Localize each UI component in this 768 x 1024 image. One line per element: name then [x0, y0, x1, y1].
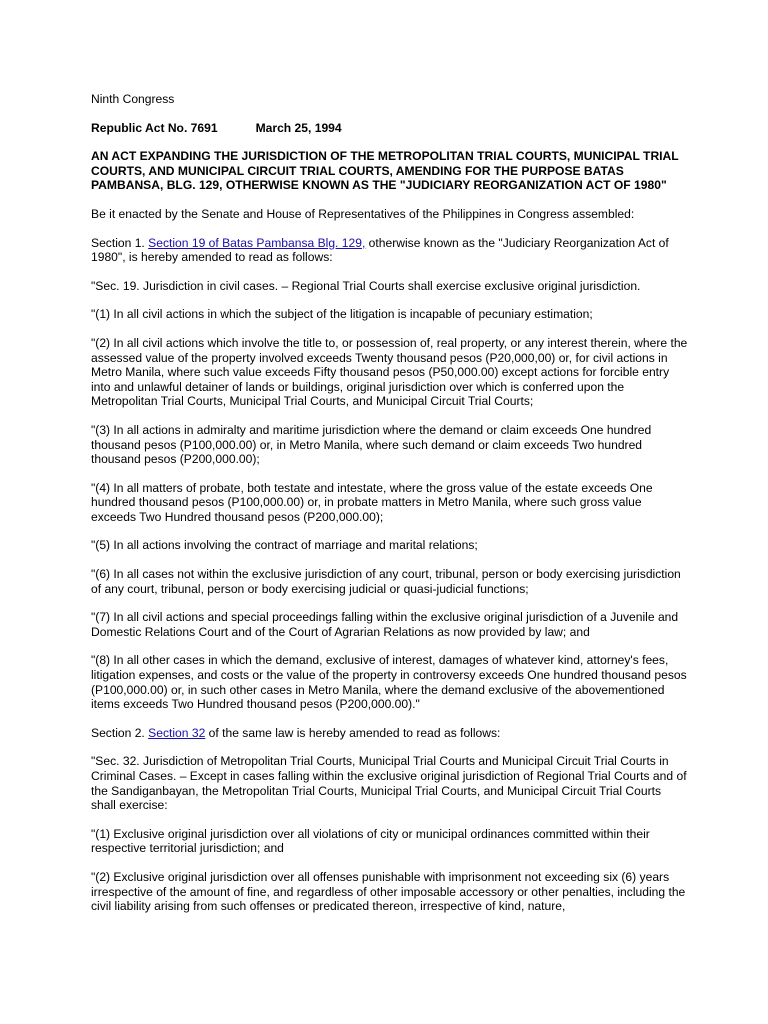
republic-act-line	[91, 121, 688, 136]
sec-19-item-4: "(4) In all matters of probate, both testate and intestate, where the gross value of the estate exceeds One hundred thousand pesos (P100,000.00) or, in probate matters in Metro Manila, where such gross value exceeds Two Hundred thousand pesos (P200,000.00);	[91, 480, 653, 524]
section-2-suffix: of the same law is hereby amended to read as follows:	[205, 725, 501, 740]
sec-19-heading: "Sec. 19. Jurisdiction in civil cases. – Regional Trial Courts shall exercise exclusive original jurisdiction.	[91, 278, 641, 293]
sec-19-item-2: "(2) In all civil actions which involve the title to, or possession of, real property, or any interest therein, where the assessed value of the property involved exceeds Twenty thousand pesos (P20,000,00) or, for civil actions in Metro Manila, where such value exceeds Fifty thousand pesos (P50,000.00) except actions for forcible entry into and unlawful detainer of lands or buildings, original jurisdiction over which is conferred upon the Metropolitan Trial Courts, Municipal Trial Courts, and Municipal Circuit Trial Courts;	[91, 335, 688, 409]
section-19-link[interactable]: Section 19 of Batas Pambansa Blg. 129,	[148, 235, 366, 250]
republic-act-date: March 25, 1994	[255, 120, 342, 135]
section-1-prefix: Section 1.	[91, 235, 149, 250]
section-1	[91, 236, 688, 265]
sec-19-item-7: "(7) In all civil actions and special proceedings falling within the exclusive original jurisdiction of a Juvenile and Domestic Relations Court and of the Court of Agrarian Relations as now provided by law; and	[91, 610, 679, 639]
section-2	[91, 726, 688, 741]
sec-19-item-3: "(3) In all actions in admiralty and maritime jurisdiction where the demand or claim exceeds One hundred thousand pesos (P100,000.00) or, in Metro Manila, where such demand or claim exceeds Two hundred thousand pesos (P200,000.00);	[91, 422, 652, 467]
section-2-prefix: Section 2.	[91, 725, 149, 740]
sec-19-item-1: "(1) In all civil actions in which the subject of the litigation is incapable of pecuniary estimation;	[91, 307, 593, 322]
sec-19-item-5: "(5) In all actions involving the contract of marriage and marital relations;	[91, 538, 478, 553]
sec-19-item-8: "(8) In all other cases in which the demand, exclusive of interest, damages of whatever kind, attorney's fees, litigation expenses, and costs or the value of the property in controversy exceeds One hundred thousand pesos (P100,000.00) or, in such other cases in Metro Manila, where the demand exclusive of the abovementioned items exceeds Two Hundred thousand pesos (P200,000.00)."	[91, 653, 687, 712]
section-32-link[interactable]: Section 32	[148, 725, 206, 740]
sec-32-heading: "Sec. 32. Jurisdiction of Metropolitan Trial Courts, Municipal Trial Courts and Municipal Circuit Trial Courts in Criminal Cases. – Except in cases falling within the exclusive original jurisdiction of Regional Trial Courts and of the Sandiganbayan, the Metropolitan Trial Courts, Municipal Trial Courts, and Municipal Circuit Trial Courts shall exercise:	[91, 754, 687, 813]
congress-label: Ninth Congress	[91, 92, 175, 106]
sec-32-item-2: "(2) Exclusive original jurisdiction over all offenses punishable with imprisonment not exceeding six (6) years irrespective of the amount of fine, and regardless of other imposable accessory or other penalties, including the civil liability arising from such offenses or predicated thereon, irrespective of kind, nature,	[91, 869, 686, 914]
sec-19-item-6: "(6) In all cases not within the exclusive jurisdiction of any court, tribunal, person or body exercising jurisdiction of any court, tribunal, person or body exercising judicial or quasi-judicial functions;	[91, 567, 681, 596]
enacting-clause: Be it enacted by the Senate and House of Representatives of the Philippines in Congress assembled:	[91, 206, 635, 221]
sec-32-item-1: "(1) Exclusive original jurisdiction over all violations of city or municipal ordinances committed within their respective territorial jurisdiction; and	[91, 826, 650, 856]
act-title: AN ACT EXPANDING THE JURISDICTION OF THE METROPOLITAN TRIAL COURTS, MUNICIPAL TRIAL COURTS, AND MUNICIPAL CIRCUIT TRIAL COURTS, AMENDING FOR THE PURPOSE BATAS PAMBANSA, BLG. 129, OTHERWISE KNOWN AS THE "JUDICIARY REORGANIZATION ACT OF 1980"	[91, 149, 679, 193]
republic-act-number: Republic Act No. 7691	[91, 120, 218, 135]
section-1-suffix: otherwise known as the "Judiciary Reorganization Act of 1980", is hereby amended to read as follows:	[91, 235, 669, 265]
